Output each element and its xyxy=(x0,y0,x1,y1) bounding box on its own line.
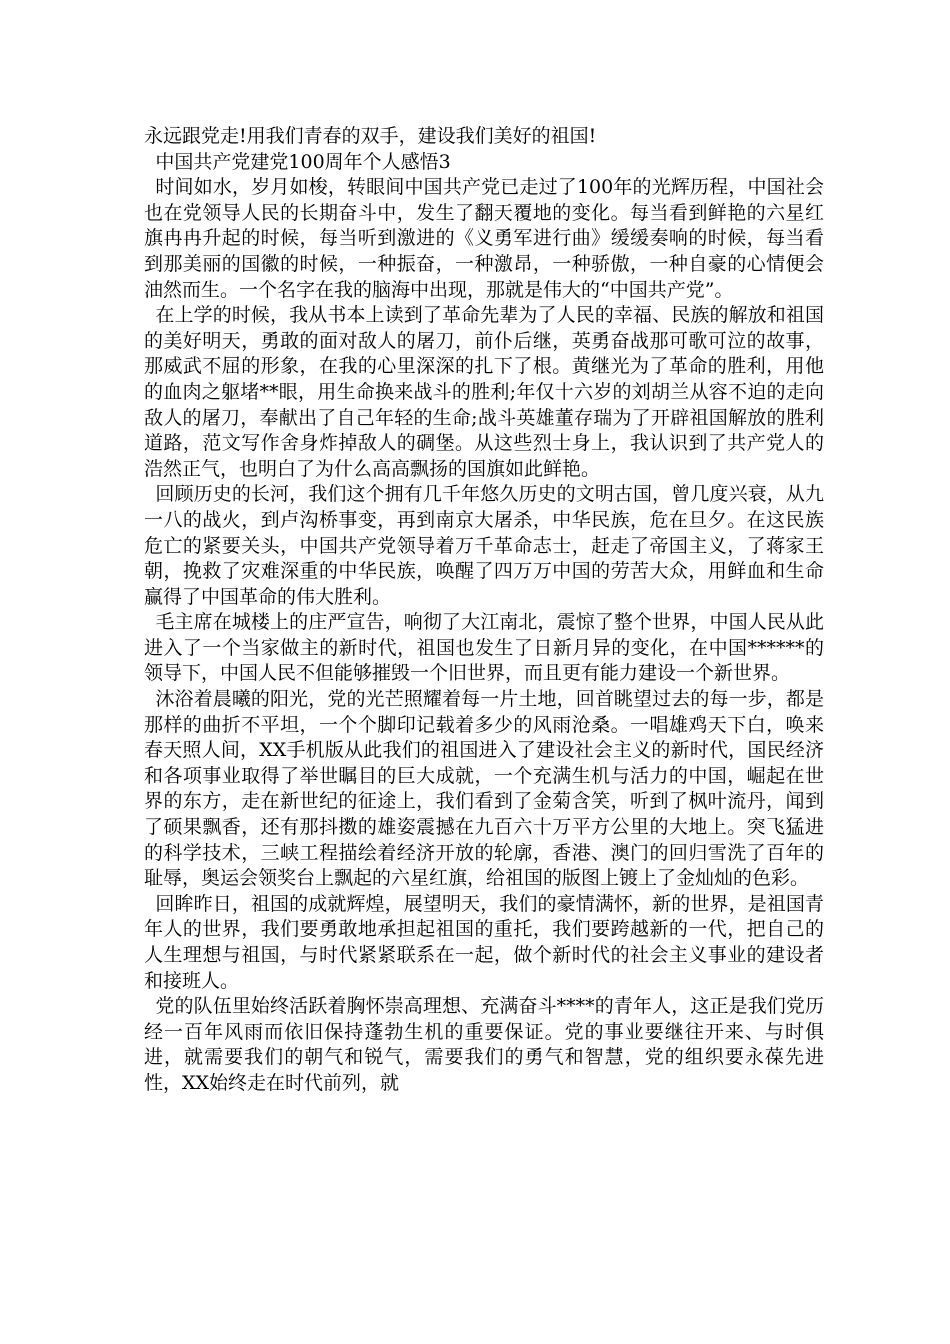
paragraph-history: 回顾历史的长河，我们这个拥有几千年悠久历史的文明古国，曾几度兴衰，从九一八的战火，到卢沟桥事变，再到南京大屠杀，中华民族，危在旦夕。在这民族危亡的紧要关头，中国共产党领导着万千革命志士，赶走了帝国主义，了蒋家王朝，挽救了灾难深重的中华民族，唤醒了四万万中国的劳苦大众，用鲜血和生命赢得了中国革命的伟大胜利。 xyxy=(144,483,824,608)
paragraph-time-flies: 时间如水，岁月如梭，转眼间中国共产党已走过了100年的光辉历程，中国社会也在党领导人民的长期奋斗中，发生了翻天覆地的变化。每当看到鲜艳的六星红旗冉冉升起的时候，每当听到激进的《义勇军进行曲》缓缓奏响的时候，每当看到那美丽的国徽的时候，一种振奋，一种激昂，一种骄傲，一种自豪的心情便会油然而生。一个名字在我的脑海中出现，那就是伟大的“中国共产党”。 xyxy=(144,176,824,301)
document-page xyxy=(144,124,824,1097)
paragraph-chairman-mao: 毛主席在城楼上的庄严宣告，响彻了大江南北，震惊了整个世界，中国人民从此进入了一个当家做主的新时代，祖国也发生了日新月异的变化，在中国******的领导下，中国人民不但能够摧毁一个旧世界，而且更有能力建设一个新世界。 xyxy=(144,611,824,685)
paragraph-sunlight: 沐浴着晨曦的阳光，党的光芒照耀着每一片土地，回首眺望过去的每一步，都是那样的曲折不平坦，一个个脚印记载着多少的风雨沧桑。一唱雄鸡天下白，唤来春天照人间，XX手机版从此我们的祖国进入了建设社会主义的新时代，国民经济和各项事业取得了举世瞩目的巨大成就，一个充满生机与活力的中国，崛起在世界的东方，走在新世纪的征途上，我们看到了金菊含笑，听到了枫叶流丹，闻到了硕果飘香，还有那抖擞的雄姿震撼在九百六十万平方公里的大地上。突飞猛进的科学技术，三峡工程描绘着经济开放的轮廓，香港、澳门的回归雪洗了百年的耻辱，奥运会领奖台上飘起的六星红旗，给祖国的版图上镀上了金灿灿的色彩。 xyxy=(144,688,824,890)
paragraph-party-youth: 党的队伍里始终活跃着胸怀崇高理想、充满奋斗****的青年人，这正是我们党历经一百年风雨而依旧保持蓬勃生机的重要保证。党的事业要继往开来、与时俱进，就需要我们的朝气和锐气，需要我们的勇气和智慧，党的组织要永葆先进性，XX始终走在时代前列，就 xyxy=(144,995,824,1094)
paragraph-school-days: 在上学的时候，我从书本上读到了革命先辈为了人民的幸福、民族的解放和祖国的美好明天，勇敢的面对敌人的屠刀，前仆后继，英勇奋战那可歌可泣的故事，那威武不屈的形象，在我的心里深深的扎下了根。黄继光为了革命的胜利，用他的血肉之躯堵**眼，用生命换来战斗的胜利;年仅十六岁的刘胡兰从容不迫的走向敌人的屠刀，奉献出了自己年轻的生命;战斗英雄董存瑞为了开辟祖国解放的胜利道路，范文写作舍身炸掉敌人的碉堡。从这些烈士身上，我认识到了共产党人的浩然正气，也明白了为什么高高飘扬的国旗如此鲜艳。 xyxy=(144,304,824,480)
section-title: 中国共产党建党100周年个人感悟3 xyxy=(155,150,451,173)
paragraph-looking-back: 回眸昨日，祖国的成就辉煌，展望明天，我们的豪情满怀，新的世界，是祖国青年人的世界，我们要勇敢地承担起祖国的重托，我们要跨越新的一代，把自己的人生理想与祖国，与时代紧紧联系在一起，做个新时代的社会主义事业的建设者和接班人。 xyxy=(144,892,824,992)
paragraph-closing-line: 永远跟党走!用我们青春的双手，建设我们美好的祖国! xyxy=(144,125,597,147)
